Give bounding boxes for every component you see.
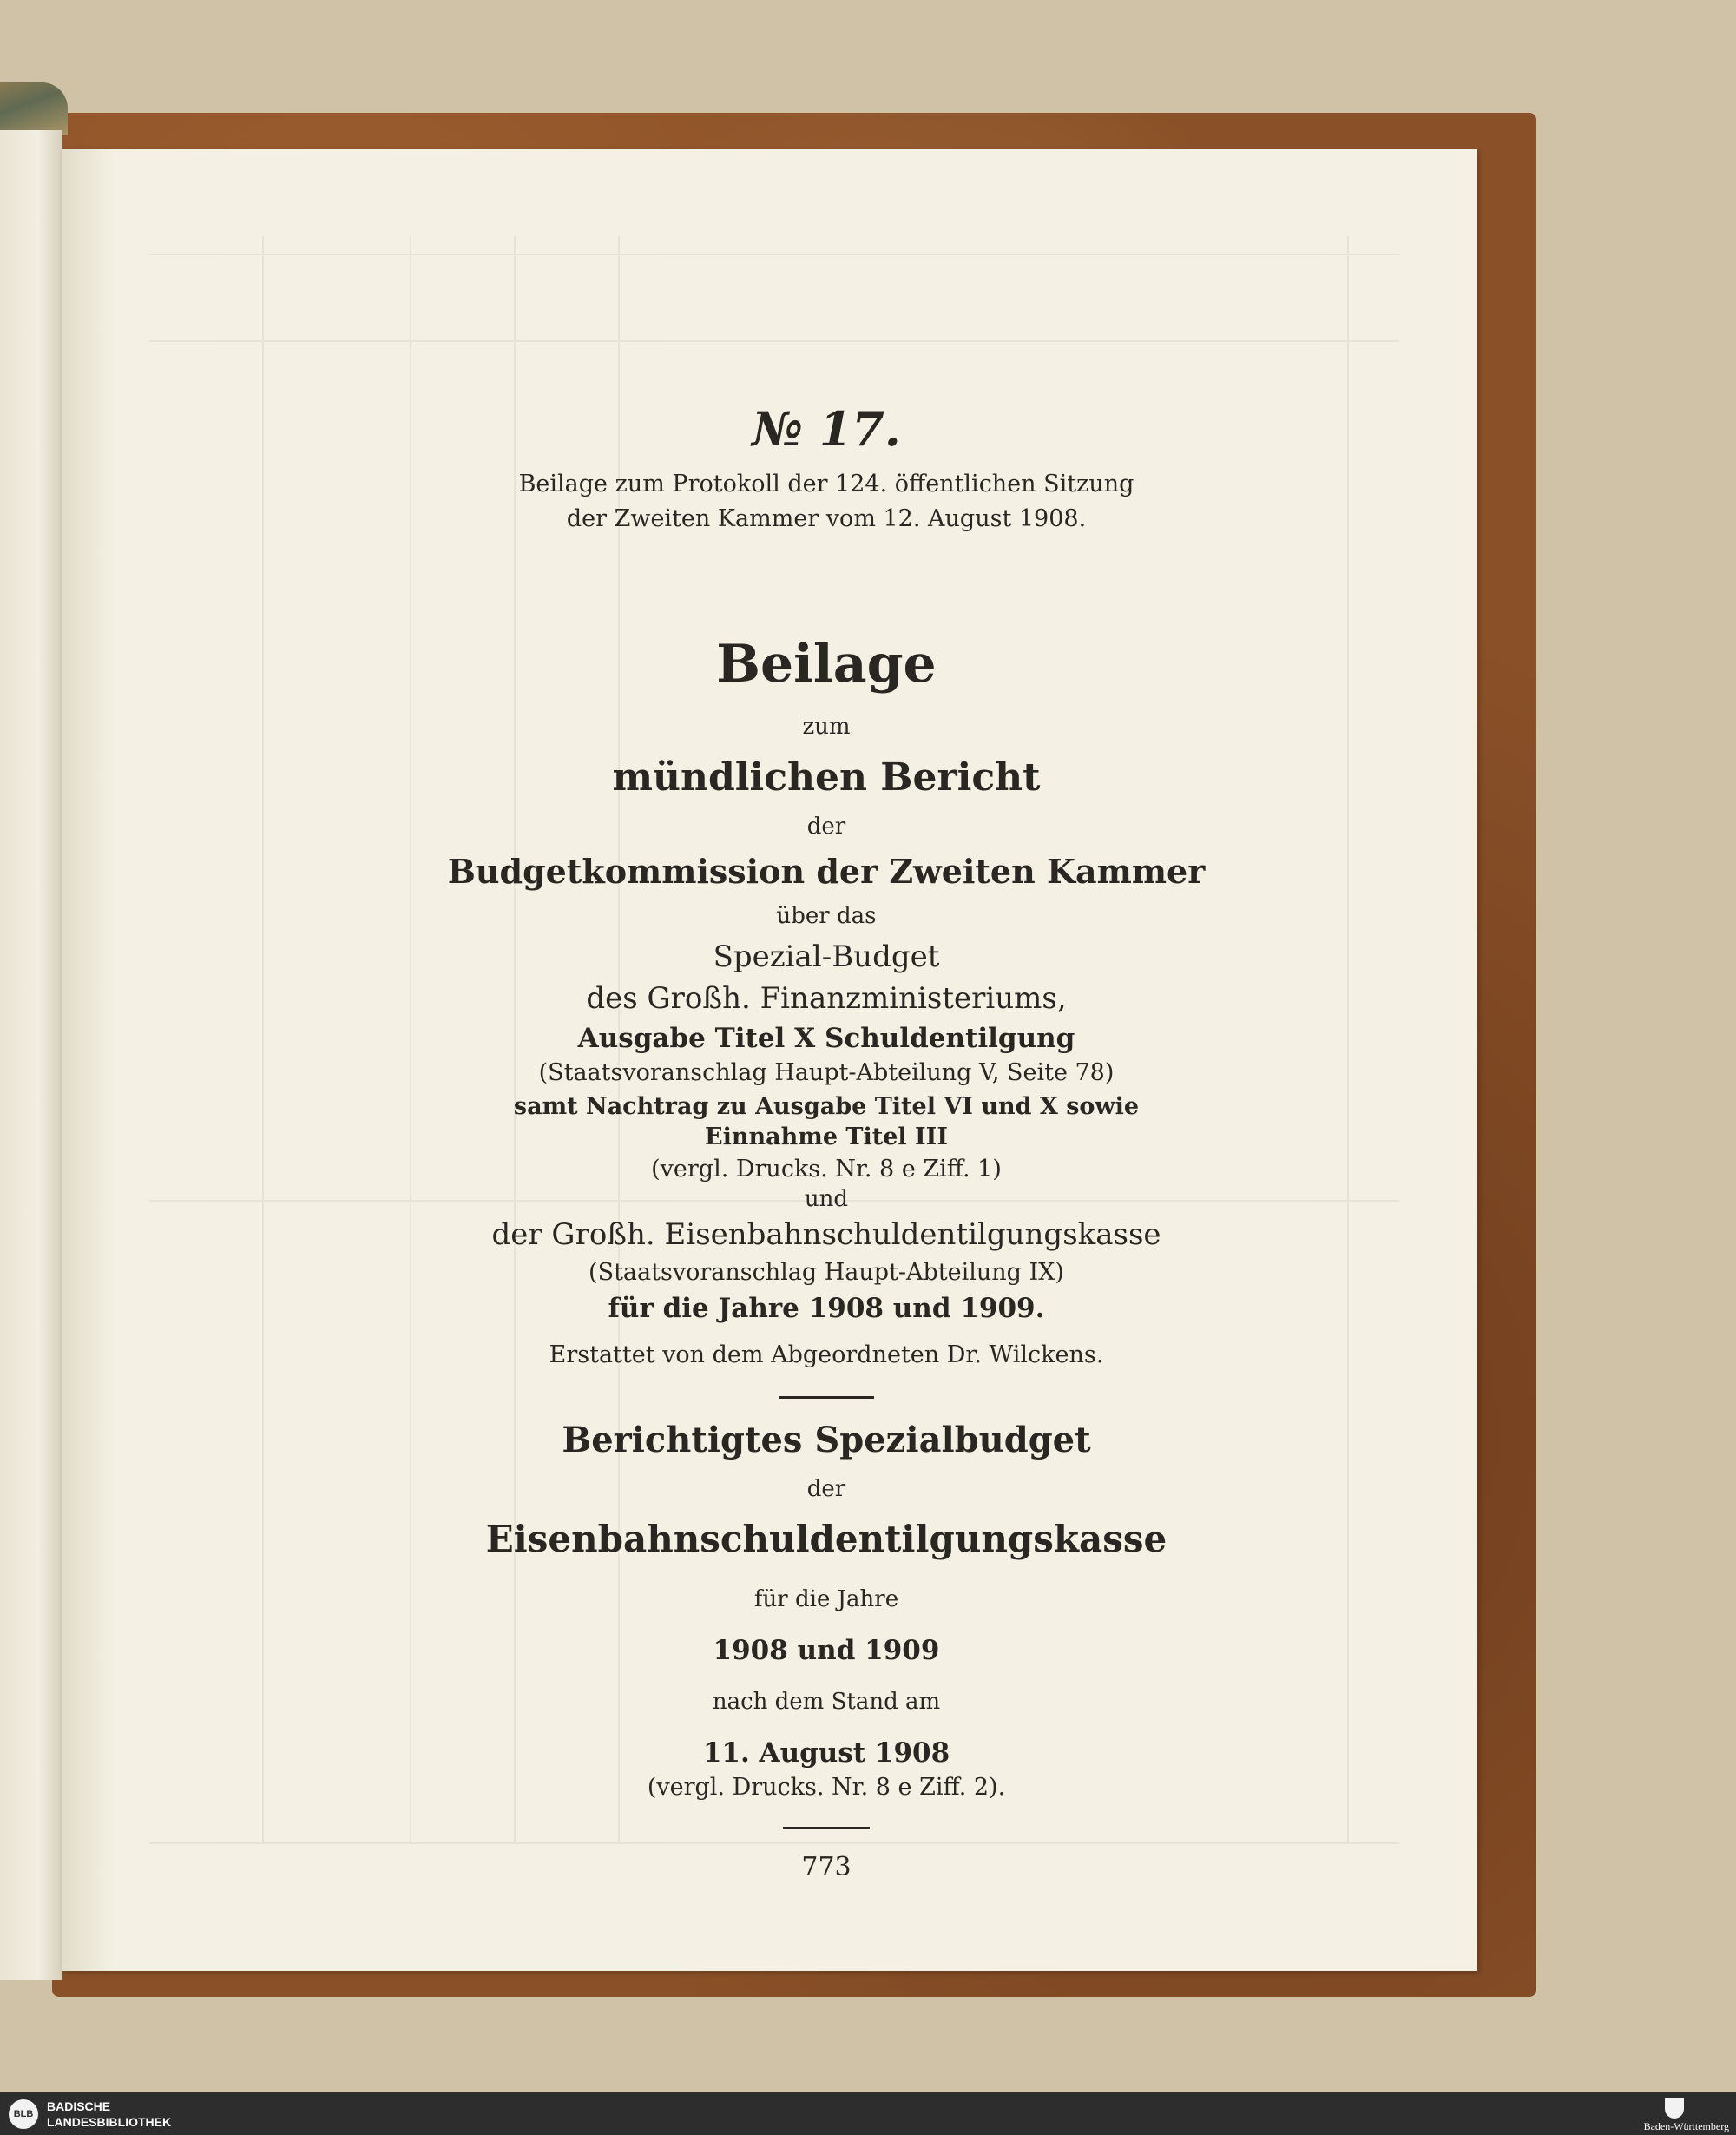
state-label: Baden-Württemberg — [1643, 2120, 1729, 2132]
section-nach-dem-stand: nach dem Stand am — [712, 1689, 941, 1715]
reference-ziff-1: (vergl. Drucks. Nr. 8 e Ziff. 1) — [651, 1156, 1002, 1183]
title-spezial-budget: Spezial-Budget — [713, 939, 940, 974]
document-number: № 17. — [752, 401, 901, 457]
gutter-shadow — [62, 149, 115, 1971]
title-staatsvoranschlag-v: (Staatsvoranschlag Haupt-Abteilung V, Seite 78) — [538, 1059, 1115, 1086]
connector-der: der — [806, 814, 846, 840]
divider-rule-2 — [783, 1827, 870, 1829]
section-fuer-die-jahre: für die Jahre — [753, 1586, 899, 1612]
divider-rule — [779, 1396, 874, 1399]
blb-logo-icon[interactable]: BLB — [9, 2099, 38, 2129]
section-title: Berichtigtes Spezialbudget — [562, 1420, 1091, 1460]
subtitle-line-1: Beilage zum Protokoll der 124. öffentlichen Sitzung — [518, 471, 1134, 498]
title-budgetkommission: Budgetkommission der Zweiten Kammer — [447, 852, 1206, 891]
title-staatsvoranschlag-ix: (Staatsvoranschlag Haupt-Abteilung IX) — [589, 1259, 1064, 1286]
library-name[interactable] — [47, 2099, 171, 2130]
library-name-line-2: LANDESBIBLIOTHEK — [47, 2115, 172, 2129]
document-content — [392, 392, 1260, 1882]
library-name-line-1: BADISCHE — [47, 2099, 111, 2113]
main-heading: Beilage — [716, 634, 937, 695]
document-page — [62, 149, 1477, 1971]
title-eisenbahnschuldentilgungskasse: der Großh. Eisenbahnschuldentilgungskasse — [491, 1217, 1161, 1252]
author-line: Erstattet von dem Abgeordneten Dr. Wilckens. — [549, 1341, 1104, 1368]
connector-ueber-das: über das — [776, 903, 877, 929]
section-reference-ziff-2: (vergl. Drucks. Nr. 8 e Ziff. 2). — [647, 1774, 1006, 1801]
connector-und: und — [804, 1186, 849, 1212]
title-bericht: mündlichen Bericht — [612, 755, 1041, 800]
title-nachtrag: samt Nachtrag zu Ausgabe Titel VI und X sowie — [513, 1093, 1140, 1120]
title-einnahme: Einnahme Titel III — [705, 1124, 948, 1150]
title-jahre: für die Jahre 1908 und 1909. — [608, 1293, 1045, 1324]
subtitle-line-2: der Zweiten Kammer vom 12. August 1908. — [566, 505, 1087, 532]
section-years: 1908 und 1909 — [713, 1635, 940, 1666]
page-number: 773 — [801, 1852, 852, 1882]
binding-edge — [0, 82, 68, 135]
title-ausgabe: Ausgabe Titel X Schuldentilgung — [577, 1023, 1075, 1054]
section-subtitle: Eisenbahnschuldentilgungskasse — [485, 1518, 1167, 1560]
section-connector-der: der — [806, 1476, 846, 1502]
section-date: 11. August 1908 — [702, 1737, 950, 1769]
title-finanzministerium: des Großh. Finanzministeriums, — [586, 981, 1067, 1016]
connector-zum: zum — [802, 714, 851, 740]
baden-wuerttemberg-crest-icon — [1665, 2098, 1684, 2119]
left-page-edge — [0, 130, 62, 1980]
viewer-footer-bar — [0, 2092, 1736, 2135]
